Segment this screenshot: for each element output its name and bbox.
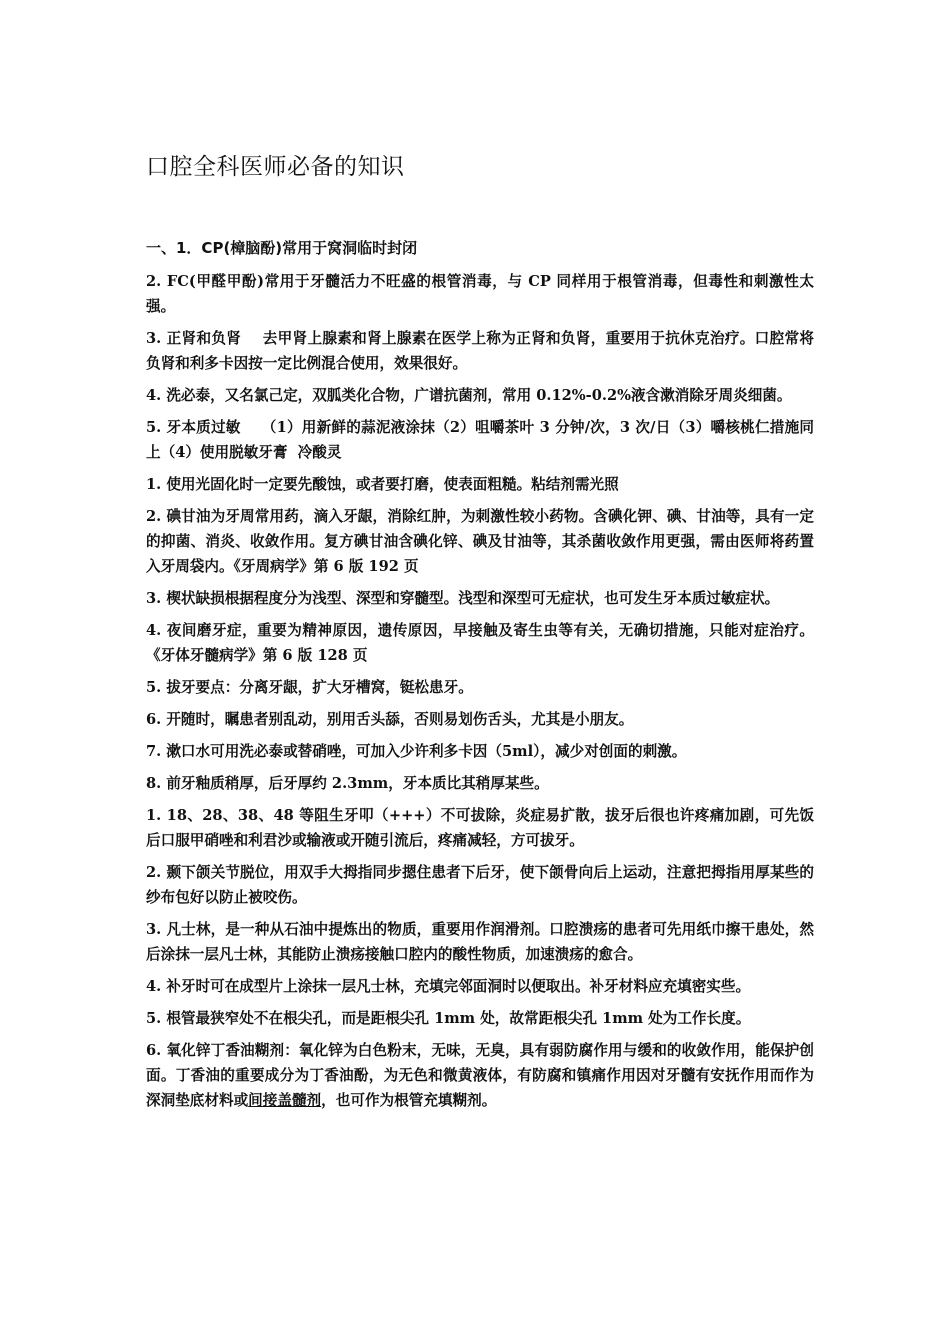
paragraph: 8. 前牙釉质稍厚，后牙厚约 2.3mm，牙本质比其稍厚某些。 — [146, 775, 549, 792]
paragraph: 6. 开随时，瞩患者别乱动，别用舌头舔，否则易划伤舌头，尤其是小朋友。 — [146, 711, 634, 728]
paragraph-last — [146, 1038, 814, 1113]
paragraph: 5. 拔牙要点：分离牙龈，扩大牙槽窝，铤松患牙。 — [146, 679, 473, 696]
document-body — [146, 236, 814, 1120]
paragraph: 3. 楔状缺损根据程度分为浅型、深型和穿髓型。浅型和深型可无症状，也可发生牙本质过敏症状。 — [146, 590, 780, 607]
paragraph: 1. 使用光固化时一定要先酸蚀，或者要打磨，使表面粗糙。粘结剂需光照 — [146, 476, 619, 493]
paragraph-text: 6. 氧化锌丁香油糊剂：氧化锌为白色粉末，无味，无臭，具有弱防腐作用与缓和的收敛作用，能保护创面。丁香油的重要成分为丁香油酚，为无色和微黄液体，有防腐和镇痛作用因对牙髓有安抚作用而作为深洞垫底材料或 — [146, 1042, 814, 1109]
paragraph: 4. 补牙时可在成型片上涂抹一层凡士林，充填完邻面洞时以便取出。补牙材料应充填密实些。 — [146, 978, 751, 995]
paragraph: 2. 颞下颌关节脱位，用双手大拇指同步摁住患者下后牙，使下颌骨向后上运动，注意把拇指用厚某些的纱布包好以防止被咬伤。 — [146, 864, 814, 906]
paragraph: 7. 漱口水可用洗必泰或替硝唑，可加入少许利多卡因（5ml），减少对创面的刺激。 — [146, 743, 687, 760]
paragraph: 2. FC(甲醛甲酚)常用于牙髓活力不旺盛的根管消毒，与 CP 同样用于根管消毒，但毒性和刺激性太强。 — [146, 273, 814, 315]
document-title: 口腔全科医师必备的知识 — [146, 154, 405, 180]
paragraph: 4. 夜间磨牙症，重要为精神原因，遗传原因，早接触及寄生虫等有关，无确切措施，只能对症治疗。《牙体牙髓病学》第 6 版 128 页 — [146, 622, 814, 664]
paragraph: 4. 洗必泰，又名氯己定，双胍类化合物，广谱抗菌剂，常用 0.12%-0.2%液含漱消除牙周炎细菌。 — [146, 387, 792, 404]
paragraph: 5. 根管最狭窄处不在根尖孔，而是距根尖孔 1mm 处，故常距根尖孔 1mm 处为工作长度。 — [146, 1010, 751, 1027]
underlined-term: 间接盖髓剂 — [248, 1092, 322, 1109]
paragraph: 3. 凡士林，是一种从石油中提炼出的物质，重要用作润滑剂。口腔溃疡的患者可先用纸巾擦干患处，然后涂抹一层凡士林，其能防止溃疡接触口腔内的酸性物质，加速溃疡的愈合。 — [146, 921, 814, 963]
paragraph: 3. 正肾和负肾 去甲肾上腺素和肾上腺素在医学上称为正肾和负肾，重要用于抗休克治疗。口腔常将负肾和利多卡因按一定比例混合使用，效果很好。 — [146, 330, 814, 372]
paragraph: 2. 碘甘油为牙周常用药，滴入牙龈，消除红肿，为刺激性较小药物。含碘化钾、碘、甘油等，具有一定的抑菌、消炎、收敛作用。复方碘甘油含碘化锌、碘及甘油等，其杀菌收敛作用更强，需由医师将药置入牙周袋内。《牙周病学》第 6 版 192 页 — [146, 508, 814, 575]
paragraph: 1. 18、28、38、48 等阻生牙叩（+++）不可拔除，炎症易扩散，拔牙后很也许疼痛加剧，可先饭后口服甲硝唑和利君沙或输液或开随引流后，疼痛减轻，方可拔牙。 — [146, 807, 814, 849]
paragraph: 一、1．CP(樟脑酚)常用于窝洞临时封闭 — [146, 239, 418, 257]
paragraph: 5. 牙本质过敏 （1）用新鲜的蒜泥液涂抹（2）咀嚼茶叶 3 分钟/次，3 次/日（3）嚼核桃仁措施同上（4）使用脱敏牙膏 冷酸灵 — [146, 419, 814, 461]
paragraph-text: ，也可作为根管充填糊剂。 — [321, 1092, 497, 1109]
